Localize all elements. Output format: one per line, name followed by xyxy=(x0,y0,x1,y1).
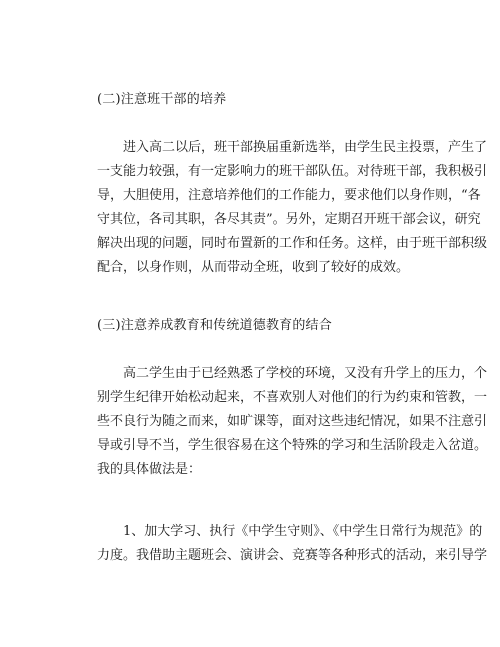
paragraph-class-cadres xyxy=(97,136,488,280)
paragraph-line: 解决出现的问题，同时布置新的工作和任务。这样，由于班干部积级 xyxy=(97,236,488,251)
paragraph-item-1 xyxy=(97,520,488,568)
paragraph-line: 进入高二以后，班干部换届重新选举，由学生民主投票，产生了 xyxy=(123,140,488,155)
paragraph-line: 导或引导不当，学生很容易在这个特殊的学习和生活阶段走入岔道。 xyxy=(97,438,488,453)
paragraph-line: 力度。我借助主题班会、演讲会、竞赛等各种形式的活动，来引导学 xyxy=(97,548,488,563)
paragraph-line: 配合，以身作则，从而带动全班，收到了较好的成效。 xyxy=(97,260,410,275)
section-heading-moral-education: (三)注意养成教育和传统道德教育的结合 xyxy=(97,318,332,333)
paragraph-line: 别学生纪律开始松动起来，不喜欢别人对他们的行为约束和管教，一 xyxy=(97,390,488,405)
paragraph-line: 一支能力较强，有一定影响力的班干部队伍。对待班干部，我积极引 xyxy=(97,164,488,179)
paragraph-line: 守其位，各司其职，各尽其责”。另外，定期召开班干部会议，研究 xyxy=(97,212,481,227)
section-heading-class-cadres: (二)注意班干部的培养 xyxy=(97,92,227,107)
paragraph-line: 些不良行为随之而来，如旷课等，面对这些违纪情况，如果不注意引 xyxy=(97,414,488,429)
paragraph-line: 1、加大学习、执行《中学生守则》、《中学生日常行为规范》的 xyxy=(123,524,483,539)
paragraph-moral-education xyxy=(97,362,488,482)
paragraph-line: 我的具体做法是： xyxy=(97,462,202,477)
paragraph-line: 高二学生由于已经熟悉了学校的环境，又没有升学上的压力，个 xyxy=(123,366,488,381)
paragraph-line: 导，大胆使用，注意培养他们的工作能力，要求他们以身作则，“各 xyxy=(97,188,481,203)
